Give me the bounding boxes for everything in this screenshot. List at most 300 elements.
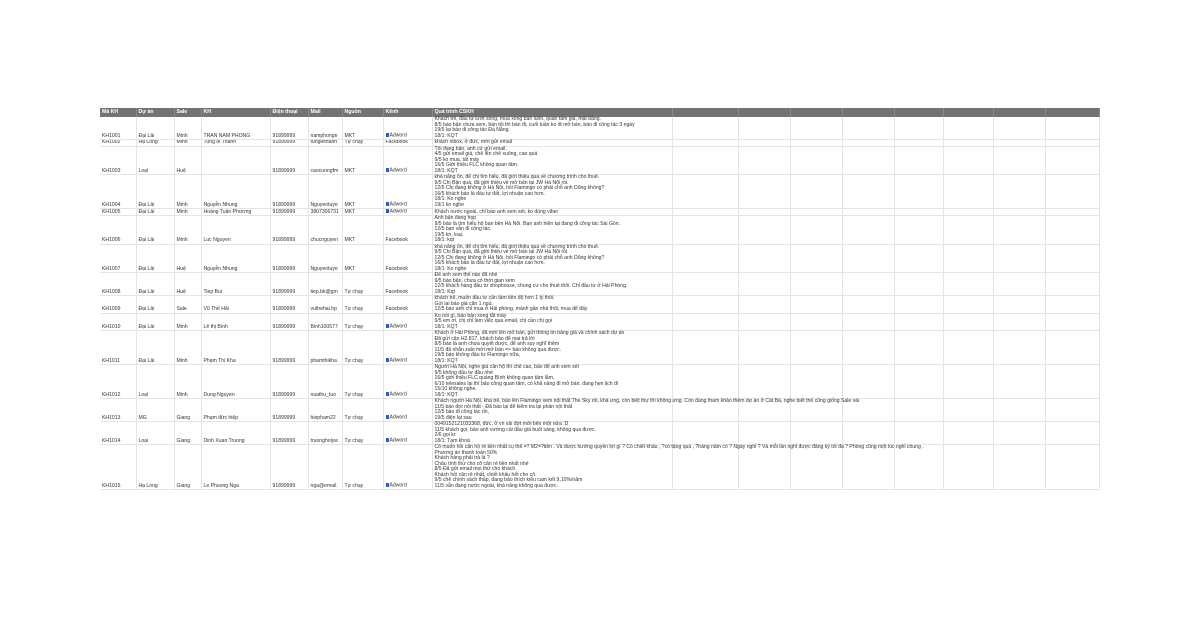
empty-cell: [894, 296, 943, 314]
table-row: [100, 273, 1099, 296]
header-dien-thoai: Điện thoại: [270, 108, 308, 117]
empty-cell: [894, 117, 943, 140]
kenh-label: Adword: [389, 132, 407, 139]
cell-kh: Tiep Bui: [201, 273, 270, 296]
empty-cell: [672, 296, 738, 314]
cell-sale: Minh: [174, 365, 201, 399]
cell-sale: Minh: [174, 117, 201, 140]
cell-mail: nuathu_tuo: [308, 365, 342, 399]
cell-du-an: Đại Lải: [136, 175, 174, 209]
note-line: 19/1 kn nghe: [434, 201, 464, 208]
empty-cell: [943, 146, 993, 175]
cell-nguon: Tự chạy: [342, 422, 383, 445]
adword-icon: [386, 438, 389, 442]
note-line: 18/1: KQT: [434, 391, 458, 398]
empty-cell: [672, 313, 738, 331]
cell-qua-trinh-cskh: [432, 365, 672, 399]
cell-nguon: MKT: [342, 209, 383, 216]
note-line: 8/5 Đã gửi email mọi thứ cho khách.: [434, 466, 517, 472]
empty-cell: [672, 209, 738, 216]
empty-cell: [738, 445, 790, 490]
empty-cell: [993, 296, 1045, 314]
empty-cell: [993, 331, 1045, 365]
empty-cell: [943, 331, 993, 365]
cell-kh: Dung Nguyen: [201, 365, 270, 399]
empty-cell: [672, 331, 738, 365]
cell-sale: Minh: [174, 175, 201, 209]
cell-ma-kh: KH1005: [100, 209, 136, 216]
note-line: 11/5 khách gọi, báo anh vướng cái đầu giá buổi sáng, không qua được.: [434, 426, 597, 433]
cell-ma-kh: KH1012: [100, 365, 136, 399]
cell-mail: Nguyentuye: [308, 244, 342, 273]
empty-cell: [943, 273, 993, 296]
header-kh: KH: [201, 108, 270, 117]
note-line: 16/5 khách báo là đầu tư đất, lợi nhuận cao hơn.: [434, 260, 545, 266]
empty-cell: [672, 146, 738, 175]
cell-kh: Dinh Xuan Truong: [201, 422, 270, 445]
cell-ma-kh: KH1008: [100, 273, 136, 296]
empty-cell: [894, 313, 943, 331]
empty-cell: [738, 331, 790, 365]
cell-mail: hiepham22: [308, 399, 342, 422]
empty-cell: [1045, 244, 1099, 273]
kenh-label: Adword: [389, 167, 407, 174]
empty-cell: [894, 399, 943, 422]
empty-cell: [790, 209, 842, 216]
cell-kh: Nguyễn Nhung: [201, 175, 270, 209]
cell-du-an: Đại Lải: [136, 209, 174, 216]
empty-cell: [943, 244, 993, 273]
cell-sale: Huệ: [174, 146, 201, 175]
kenh-label: Facebook: [385, 265, 408, 272]
note-line: 19/5 kn, loại,: [434, 231, 464, 238]
empty-cell: [738, 313, 790, 331]
cell-dien-thoai: 91899999: [270, 313, 308, 331]
cell-du-an: MG: [136, 399, 174, 422]
note-line: 18/1: Ko nghe: [434, 265, 467, 272]
empty-cell: [943, 296, 993, 314]
cell-kenh: [383, 146, 432, 175]
table-row: [100, 399, 1099, 422]
cell-ma-kh: KH1004: [100, 175, 136, 209]
note-line: 2/6 gọi kr: [434, 432, 456, 438]
empty-cell: [943, 365, 993, 399]
empty-cell: [790, 365, 842, 399]
cell-kenh: [383, 117, 432, 140]
cell-kenh: [383, 422, 432, 445]
empty-cell: [842, 216, 894, 245]
empty-cell: [1045, 331, 1099, 365]
empty-cell: [1045, 399, 1099, 422]
note-line: Châu tính thử cho cô căn rẻ tiền nhất nhé: [434, 460, 529, 467]
empty-cell: [943, 422, 993, 445]
header-kenh: Kênh: [383, 108, 432, 117]
empty-cell: [943, 399, 993, 422]
kenh-label: Adword: [389, 437, 407, 444]
note-line: Tôi đang bận, anh cứ gửi email,: [434, 145, 507, 152]
empty-cell: [790, 244, 842, 273]
header-empty: [842, 108, 894, 117]
empty-cell: [672, 117, 738, 140]
header-empty: [1045, 108, 1099, 117]
cell-qua-trinh-cskh: [432, 331, 672, 365]
cell-sale: Minh: [174, 313, 201, 331]
adword-icon: [386, 415, 389, 419]
empty-cell: [790, 273, 842, 296]
empty-cell: [790, 445, 842, 490]
empty-cell: [842, 313, 894, 331]
cell-ma-kh: KH1003: [100, 146, 136, 175]
note-line: Ko nói gì, báo bận xong tắt máy: [434, 312, 507, 319]
cell-qua-trinh-cskh: [432, 444, 924, 490]
empty-cell: [943, 313, 993, 331]
header-empty: [672, 108, 738, 117]
note-line: 16/5 Giới thiệu FLC không quan tâm.: [434, 162, 519, 168]
cell-qua-trinh-cskh: [432, 175, 672, 209]
cell-nguon: Tự chạy: [342, 331, 383, 365]
note-line: 16/5 khách báo là đầu tư đất, lợi nhuận cao hơn.: [434, 190, 545, 197]
cell-du-an: Đại Lải: [136, 117, 174, 140]
cell-nguon: Tự chạy: [342, 140, 383, 147]
cell-ma-kh: KH1014: [100, 422, 136, 445]
empty-cell: [790, 175, 842, 209]
note-line: 18/1: Tạm khoá: [434, 437, 470, 444]
cell-dien-thoai: 91899999: [270, 399, 308, 422]
cell-kh: Phạm đức hiệp: [201, 399, 270, 422]
note-line: Khách nước ngoài, chỉ báo anh xem xét, ko dùng viber: [434, 208, 559, 215]
empty-cell: [1045, 216, 1099, 245]
note-line: Để anh xem thế nào đã nhé: [434, 272, 498, 278]
adword-icon: [386, 202, 389, 206]
empty-cell: [894, 445, 943, 490]
note-line: Anh bận đang họp: [434, 215, 477, 221]
empty-cell: [993, 273, 1045, 296]
note-line: 18/1: KQT: [434, 357, 458, 364]
cell-ma-kh: KH1007: [100, 244, 136, 273]
note-line: 18/1: KQT: [434, 132, 458, 139]
note-line: 15/10 không nghe.: [434, 386, 477, 392]
empty-cell: [672, 216, 738, 245]
table-row: [100, 117, 1099, 140]
cell-nguon: MKT: [342, 175, 383, 209]
empty-cell: [993, 313, 1045, 331]
customer-care-table: [100, 108, 1100, 490]
note-line: Khách hỏi căn rẻ nhất, chiết khấu hết cho cô.: [434, 471, 537, 478]
note-line: 18/1: Kqt: [434, 288, 455, 295]
note-line: 9/5 ko mua, tất máy: [434, 156, 480, 163]
cell-kenh: [383, 296, 432, 314]
empty-cell: [894, 175, 943, 209]
note-line: 19/5 điện lại sau: [434, 414, 472, 421]
cell-mail: 3807306731: [308, 209, 342, 216]
kenh-label: Adword: [389, 208, 407, 215]
note-line: 18/1: Ko nghe: [434, 196, 467, 202]
empty-cell: [790, 146, 842, 175]
cell-sale: Minh: [174, 140, 201, 147]
cell-du-an: Loại: [136, 422, 174, 445]
table-row: [100, 216, 1099, 245]
cell-qua-trinh-cskh: [432, 296, 672, 314]
empty-cell: [790, 422, 842, 445]
cell-sale: Minh: [174, 216, 201, 245]
table-row: [100, 365, 1099, 399]
cell-du-an: Hạ Long: [136, 445, 174, 490]
cell-nguon: Tự chạy: [342, 296, 383, 314]
table-row: [100, 331, 1099, 365]
empty-cell: [842, 117, 894, 140]
empty-cell: [1045, 296, 1099, 314]
cell-kh: Phạm Thị Kha: [201, 331, 270, 365]
cell-du-an: Đại Lải: [136, 331, 174, 365]
cell-nguon: MKT: [342, 244, 383, 273]
kenh-label: Facebook: [385, 139, 408, 145]
empty-cell: [894, 146, 943, 175]
table-row: [100, 175, 1099, 209]
note-line: 12/5 báo đi công tác rồi,: [434, 409, 489, 415]
empty-cell: [790, 313, 842, 331]
note-line: Phương án thanh toán 50%: [434, 449, 498, 456]
cell-nguon: Tự chạy: [342, 273, 383, 296]
adword-icon: [386, 168, 389, 172]
empty-cell: [993, 146, 1045, 175]
cell-dien-thoai: 91899999: [270, 422, 308, 445]
empty-cell: [993, 244, 1045, 273]
note-line: 12/5 khách hàng đầu tư shophouse, chung cư cho thuê thôi. Chỉ đầu tư ở Hải Phòng.: [434, 283, 628, 289]
empty-cell: [894, 244, 943, 273]
cell-dien-thoai: 91899999: [270, 273, 308, 296]
empty-cell: [672, 365, 738, 399]
cell-sale: Minh: [174, 209, 201, 216]
note-line: 12/5 Chị đang không ở Hà Nội, hỏi Flamingo có phải chỗ anh Dũng không?: [434, 185, 605, 191]
empty-cell: [738, 146, 790, 175]
note-line: Người Hà Nội, nghe giá căn hộ thì chê cao, bảo để anh xem xét: [434, 364, 579, 370]
cell-dien-thoai: 91899999: [270, 244, 308, 273]
note-line: 11/5 đã nhắn zalo mời mở bán => báo không qua được.: [434, 346, 562, 353]
cell-sale: Sale: [174, 296, 201, 314]
empty-cell: [738, 117, 790, 140]
cell-du-an: Hạ Long: [136, 140, 174, 147]
empty-cell: [672, 273, 738, 296]
note-line: khá năng ổn, để chị tìm hiểu, đã giới thiệu qua về chương trình cho thuê.: [434, 243, 600, 250]
adword-icon: [386, 324, 389, 328]
cell-mail: chucnguyen: [308, 216, 342, 245]
empty-cell: [842, 146, 894, 175]
empty-cell: [738, 244, 790, 273]
adword-icon: [386, 483, 389, 487]
header-sale: Sale: [174, 108, 201, 117]
cell-mail: Binh100577: [308, 313, 342, 331]
cell-kenh: [383, 399, 432, 422]
empty-cell: [842, 244, 894, 273]
empty-cell: [1045, 445, 1099, 490]
empty-cell: [943, 117, 993, 140]
cell-kh: Luc Nguyen: [201, 216, 270, 245]
cell-qua-trinh-cskh: [432, 117, 672, 140]
cell-kh: Vũ Thế Hải: [201, 296, 270, 314]
cell-du-an: Đại Lải: [136, 244, 174, 273]
note-line: 19/5 lại báo đi công tác Đà Nẵng.: [434, 127, 510, 133]
empty-cell: [894, 331, 943, 365]
note-line: Khách hàng phải trả là ?: [434, 455, 490, 461]
empty-cell: [842, 273, 894, 296]
cell-kenh: [383, 331, 432, 365]
empty-cell: [738, 296, 790, 314]
cell-du-an: Loại: [136, 365, 174, 399]
cell-kenh: [383, 273, 432, 296]
table-body: [100, 117, 1099, 490]
cell-dien-thoai: 91899999: [270, 296, 308, 314]
header-ma-kh: Mã KH: [100, 108, 136, 117]
note-line: 6/10 telesales lại thì bảo công quan tâm, có khả năng đi mở bán. đang hẹn lịch đi: [434, 380, 618, 387]
note-line: Gửi lại báo giá căn 1 ngủ.: [434, 300, 493, 307]
table-row: [100, 244, 1099, 273]
header-nguon: Nguồn: [342, 108, 383, 117]
empty-cell: [738, 175, 790, 209]
kenh-label: Facebook: [385, 306, 408, 312]
cell-mail: vuthehai.hp: [308, 296, 342, 314]
cell-ma-kh: KH1001: [100, 117, 136, 140]
note-line: khách inbox, ở đức, mời gửi email: [434, 139, 512, 145]
note-line: Cô muốn hỏi căn hộ rẻ tiền nhất cụ thể =? M2=?tiền . Và được hướng quyền lợi gì ? Có chiết khấu , ?có tặng quà , ?hàng năm có ? Ngày nghỉ ? Và mỗi lần nghỉ được đăng ký tối đa ? Phòng cũng một lúc nghỉ chung .: [434, 444, 924, 450]
empty-cell: [943, 209, 993, 216]
cell-ma-kh: KH1010: [100, 313, 136, 331]
empty-cell: [672, 244, 738, 273]
note-line: 9/5 Chị Bận quá, đã giới thiệu về mở bán tại JW Hà Nội rồi.: [434, 179, 569, 186]
cell-ma-kh: KH1009: [100, 296, 136, 314]
table-row: [100, 296, 1099, 314]
cell-kh: Le Phuong Nga: [201, 445, 270, 490]
kenh-label: Adword: [389, 201, 407, 208]
note-line: 0049152121033368, đức, ở vn vài đợt mới bên một nửa :D: [434, 421, 569, 427]
empty-cell: [790, 331, 842, 365]
empty-cell: [842, 331, 894, 365]
empty-cell: [993, 445, 1045, 490]
note-line: 9/5 chê chính sách thấp, đang bảo thích kiểu cam kết 9,10%/năm: [434, 477, 583, 483]
cell-dien-thoai: 91899999: [270, 365, 308, 399]
kenh-label: Adword: [389, 323, 407, 330]
cell-nguon: MKT: [342, 117, 383, 140]
note-line: Khách trẻ, đầu tư lướt sóng, mua xong bán luôn, quan tâm giá, mặt bằng.: [434, 116, 601, 122]
cell-kenh: [383, 445, 432, 490]
cell-sale: Giang: [174, 422, 201, 445]
cell-qua-trinh-cskh: [432, 313, 672, 331]
cell-qua-trinh-cskh: [432, 244, 672, 273]
note-line: 9/5 báo là tìm hiểu hộ bạn bên Hà Nội. Bạn anh hiện tại đang đi công tác Sài Gòn.: [434, 220, 620, 227]
note-line: khá năng ổn, để chị tìm hiểu, đã giới thiệu qua về chương trình cho thuê.: [434, 174, 600, 180]
cell-kh: [201, 146, 270, 175]
spreadsheet: [100, 108, 1099, 490]
header-du-an: Dự án: [136, 108, 174, 117]
empty-cell: [1045, 422, 1099, 445]
empty-cell: [738, 273, 790, 296]
empty-cell: [993, 216, 1045, 245]
header-qua-trinh-cskh: Quá trình CSKH: [432, 108, 672, 117]
empty-cell: [842, 422, 894, 445]
note-line: 9/5 không đầu tư đâu nhé: [434, 369, 493, 376]
empty-cell: [842, 365, 894, 399]
table-row: [100, 445, 1099, 490]
cell-qua-trinh-cskh: [432, 216, 672, 245]
note-line: 19/5 báo không đầu tư Flamingo nữa,: [434, 352, 521, 358]
cell-sale: Huệ: [174, 273, 201, 296]
note-line: 16/5 giới thiệu FLC quảng Bình không quan tâm lắm.: [434, 375, 555, 381]
empty-cell: [842, 445, 894, 490]
header-empty: [790, 108, 842, 117]
empty-cell: [1045, 209, 1099, 216]
cell-dien-thoai: 91899999: [270, 331, 308, 365]
empty-cell: [672, 445, 738, 490]
note-line: Khách ở Hải Phòng, đã mời lên mở bán, gửi thông tin bảng giá và chính sách dự án: [434, 330, 625, 336]
kenh-label: Adword: [389, 414, 407, 421]
cell-mail: Nguyentuye: [308, 175, 342, 209]
cell-qua-trinh-cskh: [432, 273, 672, 296]
cell-du-an: Đại Lải: [136, 296, 174, 314]
cell-du-an: Đại Lải: [136, 313, 174, 331]
empty-cell: [1045, 146, 1099, 175]
cell-qua-trinh-cskh: [432, 398, 860, 422]
note-line: 12/5 Chị đang không ở Hà Nội, hỏi Flamingo có phải chỗ anh Dũng không?: [434, 254, 605, 261]
note-line: 12/5 bạn vẫn đi công tác.: [434, 226, 492, 232]
header-empty: [738, 108, 790, 117]
empty-cell: [738, 216, 790, 245]
note-line: 8/5 báo là anh chưa quyết được, để anh suy nghĩ thêm: [434, 341, 560, 347]
kenh-label: Adword: [389, 357, 407, 364]
header-empty: [993, 108, 1045, 117]
cell-mail: truongholyw: [308, 422, 342, 445]
empty-cell: [672, 422, 738, 445]
cell-kenh: [383, 175, 432, 209]
cell-nguon: Tự chạy: [342, 399, 383, 422]
note-line: khách trẻ, muốn đầu tư căn tầm tiền độ hơn 1 tỷ thôi.: [434, 295, 555, 301]
empty-cell: [894, 422, 943, 445]
empty-cell: [943, 175, 993, 209]
note-line: 9/5 em ơi, chị chỉ làm việc qua email, chị cần chị gọi: [434, 318, 552, 324]
cell-ma-kh: KH1002: [100, 140, 136, 147]
kenh-label: Facebook: [385, 288, 408, 295]
empty-cell: [894, 365, 943, 399]
empty-cell: [672, 175, 738, 209]
note-line: 11/5 vẫn đang nước ngoài, khá năng không qua được.: [434, 482, 558, 489]
note-line: Khách người Hà Nội, khá trẻ, báo lên Flamingo xem nội thất The Sky rồi, khá ưng, còn biệt thự thì không ưng. Còn đang tham khảo thêm dự án ở Cát Bà, nghe biết thế cũng giống Sale vài: [434, 398, 860, 404]
note-line: 12/5 báo anh chỉ mua ở Hải phòng, mảnh gần nhà thôi, mua để đấy: [434, 306, 588, 312]
empty-cell: [894, 209, 943, 216]
cell-dien-thoai: 91899999: [270, 445, 308, 490]
empty-cell: [790, 216, 842, 245]
note-line: 8/5 báo bận chưa xem, bán tối thì bán đi, cuối tuần ko đi mở bán, báo đi công tác 3 ngày: [434, 121, 635, 128]
cell-mail: tiep.bk@gm: [308, 273, 342, 296]
empty-cell: [790, 117, 842, 140]
kenh-label: Facebook: [385, 237, 408, 243]
empty-cell: [943, 216, 993, 245]
cell-dien-thoai: 91899999: [270, 216, 308, 245]
empty-cell: [894, 216, 943, 245]
note-line: 18/1: KQT: [434, 167, 458, 174]
note-line: 9/5 báo bận, chưa có thời gian xem: [434, 277, 515, 284]
cell-sale: Minh: [174, 331, 201, 365]
empty-cell: [993, 365, 1045, 399]
cell-mail: phamthikha: [308, 331, 342, 365]
cell-dien-thoai: 91899999: [270, 146, 308, 175]
cell-kh: Hoàng Tuấn Phương: [201, 209, 270, 216]
cell-dien-thoai: 91899999: [270, 175, 308, 209]
adword-icon: [386, 133, 389, 137]
cell-qua-trinh-cskh: [432, 422, 672, 445]
empty-cell: [943, 445, 993, 490]
note-line: 4/5 gửi email giá, chê lên chê xuống, cao quá: [434, 151, 538, 157]
empty-cell: [842, 175, 894, 209]
empty-cell: [894, 273, 943, 296]
header-empty: [943, 108, 993, 117]
